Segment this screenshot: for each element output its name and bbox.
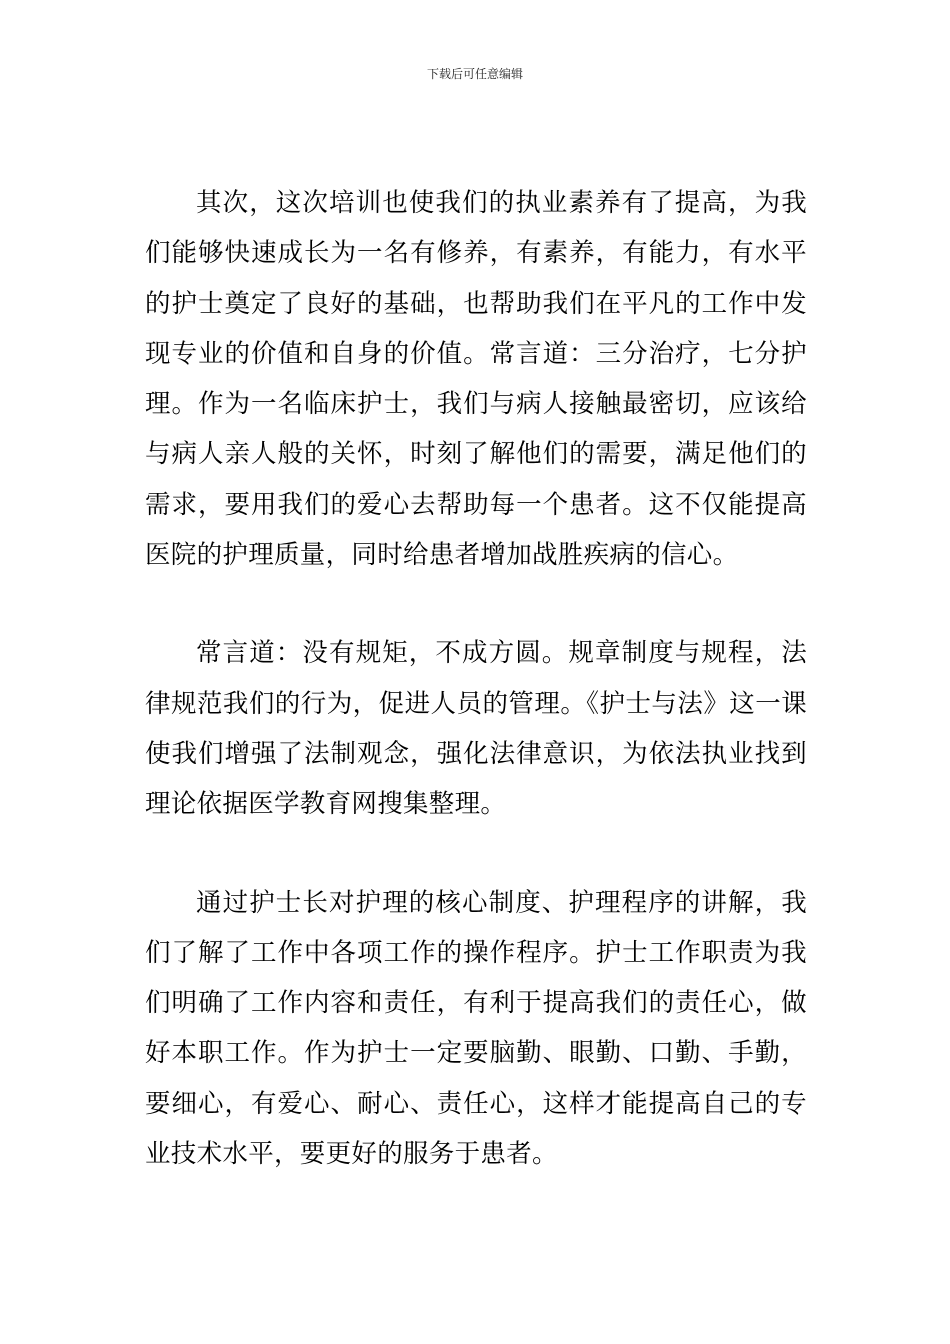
paragraph-core-systems: 通过护士长对护理的核心制度、护理程序的讲解，我们了解了工作中各项工作的操作程序。护士工作职责为我们明确了工作内容和责任，有利于提高我们的责任心，做好本职工作。作为护士一定要脑勤、眼勤、口勤、手勤，要细心，有爱心、耐心、责任心，这样才能提高自己的专业技术水平，要更好的服务于患者。: [145, 887, 807, 1170]
paragraph-training-literacy: 其次，这次培训也使我们的执业素养有了提高，为我们能够快速成长为一名有修养，有素养，有能力，有水平的护士奠定了良好的基础，也帮助我们在平凡的工作中发现专业的价值和自身的价值。常言道：三分治疗，七分护理。作为一名临床护士，我们与病人接触最密切，应该给与病人亲人般的关怀，时刻了解他们的需要，满足他们的需求，要用我们的爱心去帮助每一个患者。这不仅能提高医院的护理质量，同时给患者增加战胜疾病的信心。: [145, 188, 807, 571]
document-body: [145, 178, 807, 1179]
paragraph-rules-and-law: 常言道：没有规矩，不成方圆。规章制度与规程，法律规范我们的行为，促进人员的管理。《护士与法》这一课使我们增强了法制观念，强化法律意识，为依法执业找到理论依据医学教育网搜集整理。: [145, 638, 807, 820]
header-note: 下载后可任意编辑: [426, 67, 523, 81]
